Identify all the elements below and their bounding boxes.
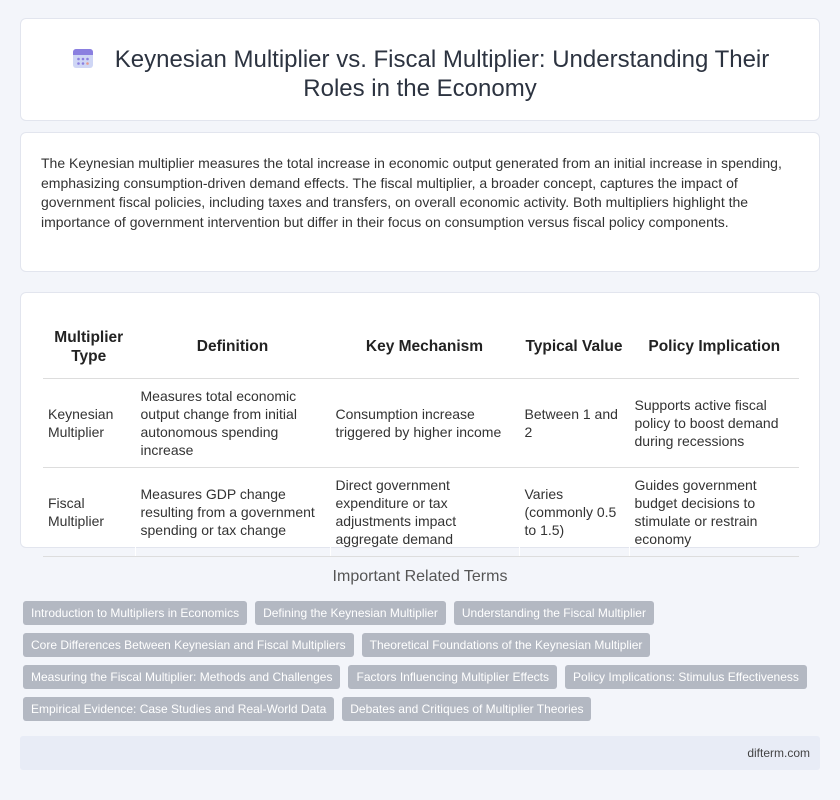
footer	[20, 736, 820, 770]
related-term-tag[interactable]: Policy Implications: Stimulus Effectiveness	[565, 665, 807, 689]
table-cell: Between 1 and 2	[519, 378, 629, 467]
comparison-table	[43, 315, 799, 557]
comparison-table-card	[20, 292, 820, 548]
table-cell: Varies (commonly 0.5 to 1.5)	[519, 467, 629, 556]
tag-row	[23, 633, 823, 657]
table-cell: Consumption increase triggered by higher income	[330, 378, 519, 467]
table-row	[43, 378, 799, 467]
tag-row	[23, 697, 823, 721]
intro-card	[20, 132, 820, 272]
header-card	[20, 18, 820, 121]
related-terms-heading: Important Related Terms	[332, 568, 508, 585]
page-title: Keynesian Multiplier vs. Fiscal Multiplier: Understanding Their Roles in the Economy	[114, 46, 770, 102]
tag-row	[23, 601, 823, 625]
table-cell: Direct government expenditure or tax adjustments impact aggregate demand	[330, 467, 519, 556]
column-header: Key Mechanism	[330, 315, 519, 378]
table-cell: Measures GDP change resulting from a government spending or tax change	[135, 467, 330, 556]
table-row	[43, 467, 799, 556]
table-cell: Keynesian Multiplier	[43, 378, 135, 467]
table-cell: Supports active fiscal policy to boost demand during recessions	[629, 378, 799, 467]
column-header: Typical Value	[519, 315, 629, 378]
related-term-tag[interactable]: Understanding the Fiscal Multiplier	[454, 601, 654, 625]
related-term-tag[interactable]: Measuring the Fiscal Multiplier: Methods and Challenges	[23, 665, 340, 689]
related-term-tag[interactable]: Debates and Critiques of Multiplier Theories	[342, 697, 591, 721]
related-term-tag[interactable]: Defining the Keynesian Multiplier	[255, 601, 446, 625]
intro-paragraph: The Keynesian multiplier measures the total increase in economic output generated from an initial increase in spending, emphasizing consumption-driven demand effects. The fiscal multiplier, a broader concept, captures the impact of government fiscal policies, including taxes and transfers, on overall economic activity. Both multipliers highlight the importance of government intervention but differ in their focus on consumption versus fiscal policy components.	[41, 155, 782, 230]
tag-row	[23, 665, 823, 689]
related-term-tag[interactable]: Empirical Evidence: Case Studies and Real-World Data	[23, 697, 334, 721]
footer-site-name[interactable]: difterm.com	[747, 746, 810, 760]
related-term-tag[interactable]: Introduction to Multipliers in Economics	[23, 601, 247, 625]
column-header: Definition	[135, 315, 330, 378]
table-header-row	[43, 315, 799, 378]
related-terms-tags	[23, 601, 823, 729]
table-cell: Guides government budget decisions to stimulate or restrain economy	[629, 467, 799, 556]
related-term-tag[interactable]: Core Differences Between Keynesian and Fiscal Multipliers	[23, 633, 354, 657]
calendar-icon	[71, 46, 95, 70]
table-cell: Fiscal Multiplier	[43, 467, 135, 556]
title-row	[61, 45, 779, 103]
related-term-tag[interactable]: Factors Influencing Multiplier Effects	[348, 665, 557, 689]
column-header: Multiplier Type	[43, 315, 135, 378]
table-cell: Measures total economic output change from initial autonomous spending increase	[135, 378, 330, 467]
column-header: Policy Implication	[629, 315, 799, 378]
related-term-tag[interactable]: Theoretical Foundations of the Keynesian Multiplier	[362, 633, 651, 657]
